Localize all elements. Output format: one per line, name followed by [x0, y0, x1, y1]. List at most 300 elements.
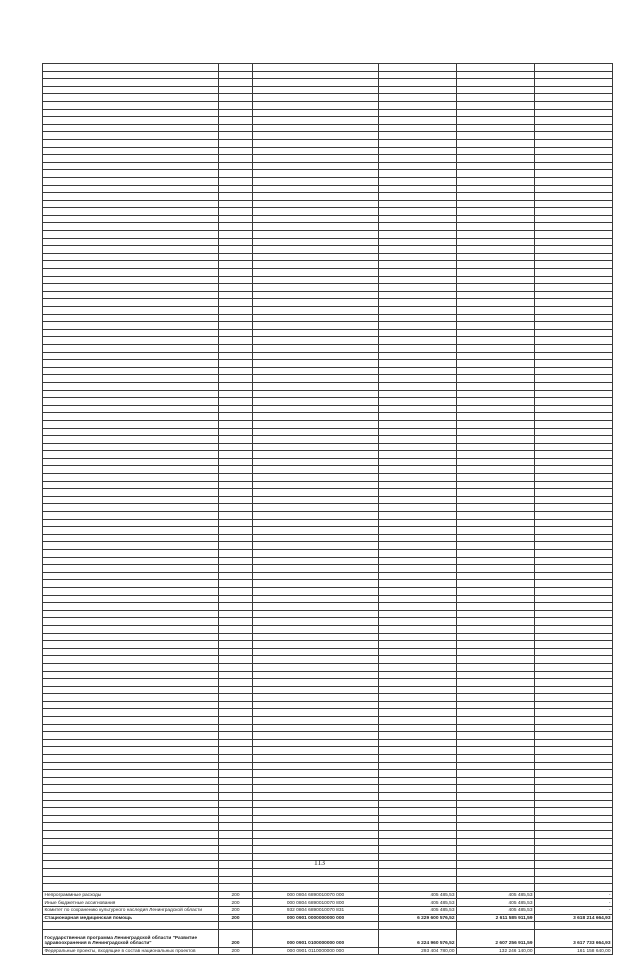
row-executed-amount — [457, 215, 535, 223]
table-row — [43, 724, 613, 732]
table-row — [43, 291, 613, 299]
row-executed-amount — [457, 352, 535, 360]
row-remainder-amount — [535, 375, 613, 383]
row-classification-code — [253, 360, 379, 368]
row-assigned-amount — [379, 739, 457, 747]
row-classification-code — [253, 732, 379, 740]
budget-report-sheet — [42, 63, 612, 955]
table-row — [43, 420, 613, 428]
table-row — [43, 246, 613, 254]
table-row — [43, 534, 613, 542]
row-assigned-amount — [379, 830, 457, 838]
row-code — [219, 876, 253, 884]
table-row — [43, 777, 613, 785]
row-name — [43, 876, 219, 884]
row-classification-code — [253, 663, 379, 671]
row-name — [43, 648, 219, 656]
row-classification-code — [253, 868, 379, 876]
row-name — [43, 117, 219, 125]
row-assigned-amount — [379, 496, 457, 504]
row-classification-code — [253, 344, 379, 352]
row-remainder-amount — [535, 261, 613, 269]
table-row — [43, 223, 613, 231]
table-row — [43, 762, 613, 770]
table-row — [43, 208, 613, 216]
row-remainder-amount — [535, 223, 613, 231]
row-executed-amount — [457, 641, 535, 649]
table-row — [43, 109, 613, 117]
row-executed-amount — [457, 838, 535, 846]
table-row — [43, 739, 613, 747]
table-row — [43, 830, 613, 838]
row-remainder-amount — [535, 709, 613, 717]
row-assigned-amount — [379, 625, 457, 633]
row-assigned-amount — [379, 633, 457, 641]
row-classification-code — [253, 436, 379, 444]
row-assigned-amount — [379, 428, 457, 436]
table-row — [43, 663, 613, 671]
row-classification-code — [253, 71, 379, 79]
row-executed-amount — [457, 686, 535, 694]
table-row — [43, 876, 613, 884]
row-assigned-amount — [379, 701, 457, 709]
row-remainder-amount — [535, 124, 613, 132]
table-row — [43, 580, 613, 588]
row-executed-amount — [457, 428, 535, 436]
row-classification-code — [253, 390, 379, 398]
row-classification-code — [253, 656, 379, 664]
table-row — [43, 390, 613, 398]
row-classification-code — [253, 610, 379, 618]
row-name — [43, 360, 219, 368]
row-assigned-amount — [379, 238, 457, 246]
row-remainder-amount — [535, 755, 613, 763]
table-row — [43, 215, 613, 223]
row-executed-amount — [457, 299, 535, 307]
row-assigned-amount — [379, 466, 457, 474]
row-assigned-amount — [379, 572, 457, 580]
table-row — [43, 496, 613, 504]
row-executed-amount — [457, 443, 535, 451]
row-remainder-amount — [535, 504, 613, 512]
row-remainder-amount — [535, 86, 613, 94]
table-row — [43, 443, 613, 451]
row-remainder-amount — [535, 322, 613, 330]
row-assigned-amount — [379, 436, 457, 444]
table-row — [43, 261, 613, 269]
row-name — [43, 808, 219, 816]
row-classification-code — [253, 512, 379, 520]
row-assigned-amount — [379, 344, 457, 352]
row-remainder-amount — [535, 777, 613, 785]
row-remainder-amount — [535, 276, 613, 284]
row-assigned-amount — [379, 777, 457, 785]
row-classification-code — [253, 413, 379, 421]
row-classification-code — [253, 329, 379, 337]
row-executed-amount — [457, 663, 535, 671]
row-name — [43, 170, 219, 178]
row-assigned-amount — [379, 71, 457, 79]
row-remainder-amount — [535, 512, 613, 520]
row-assigned-amount: 293 404 780,00 — [379, 947, 457, 955]
row-classification-code — [253, 352, 379, 360]
row-executed-amount — [457, 64, 535, 72]
row-classification-code — [253, 595, 379, 603]
row-code — [219, 223, 253, 231]
row-executed-amount — [457, 139, 535, 147]
row-executed-amount — [457, 420, 535, 428]
table-row — [43, 542, 613, 550]
row-name — [43, 709, 219, 717]
row-code — [219, 307, 253, 315]
row-remainder-amount — [535, 595, 613, 603]
row-code — [219, 443, 253, 451]
row-code — [219, 747, 253, 755]
row-name — [43, 307, 219, 315]
row-code — [219, 405, 253, 413]
row-remainder-amount — [535, 724, 613, 732]
row-name — [43, 830, 219, 838]
row-remainder-amount — [535, 800, 613, 808]
row-remainder-amount — [535, 838, 613, 846]
row-name — [43, 785, 219, 793]
row-code — [219, 101, 253, 109]
table-row — [43, 269, 613, 277]
row-assigned-amount — [379, 808, 457, 816]
table-row — [43, 451, 613, 459]
table-row — [43, 686, 613, 694]
row-remainder-amount — [535, 101, 613, 109]
row-classification-code — [253, 94, 379, 102]
row-code — [219, 398, 253, 406]
table-row — [43, 694, 613, 702]
row-assigned-amount — [379, 405, 457, 413]
row-assigned-amount — [379, 565, 457, 573]
row-code — [219, 261, 253, 269]
row-classification-code — [253, 86, 379, 94]
table-row — [43, 793, 613, 801]
row-remainder-amount — [535, 177, 613, 185]
row-executed-amount — [457, 246, 535, 254]
row-classification-code — [253, 322, 379, 330]
table-row — [43, 625, 613, 633]
row-executed-amount — [457, 170, 535, 178]
row-remainder-amount — [535, 71, 613, 79]
row-assigned-amount — [379, 322, 457, 330]
row-code — [219, 656, 253, 664]
row-executed-amount — [457, 724, 535, 732]
row-assigned-amount — [379, 724, 457, 732]
row-code — [219, 337, 253, 345]
row-classification-code — [253, 238, 379, 246]
row-classification-code — [253, 625, 379, 633]
row-code — [219, 215, 253, 223]
table-row — [43, 512, 613, 520]
table-row — [43, 360, 613, 368]
table-row — [43, 147, 613, 155]
row-remainder-amount — [535, 701, 613, 709]
row-remainder-amount — [535, 162, 613, 170]
row-code — [219, 777, 253, 785]
row-assigned-amount — [379, 504, 457, 512]
table-row — [43, 86, 613, 94]
table-row — [43, 177, 613, 185]
row-remainder-amount — [535, 352, 613, 360]
row-code — [219, 117, 253, 125]
row-name — [43, 800, 219, 808]
row-assigned-amount — [379, 474, 457, 482]
row-executed-amount — [457, 762, 535, 770]
row-executed-amount — [457, 208, 535, 216]
row-name — [43, 413, 219, 421]
row-executed-amount — [457, 603, 535, 611]
row-assigned-amount — [379, 284, 457, 292]
row-assigned-amount — [379, 223, 457, 231]
row-code — [219, 770, 253, 778]
row-remainder-amount — [535, 64, 613, 72]
row-code — [219, 79, 253, 87]
row-code — [219, 542, 253, 550]
row-classification-code — [253, 671, 379, 679]
row-executed-amount — [457, 625, 535, 633]
row-assigned-amount — [379, 512, 457, 520]
row-code: 200 — [219, 929, 253, 947]
row-assigned-amount — [379, 200, 457, 208]
row-code — [219, 208, 253, 216]
row-remainder-amount: - — [535, 899, 613, 907]
row-assigned-amount — [379, 299, 457, 307]
row-name — [43, 595, 219, 603]
table-row — [43, 557, 613, 565]
row-code — [219, 830, 253, 838]
row-assigned-amount — [379, 922, 457, 930]
row-executed-amount — [457, 307, 535, 315]
row-name — [43, 838, 219, 846]
row-remainder-amount — [535, 656, 613, 664]
row-assigned-amount — [379, 443, 457, 451]
row-code — [219, 147, 253, 155]
table-row — [43, 466, 613, 474]
row-assigned-amount — [379, 147, 457, 155]
row-code — [219, 299, 253, 307]
row-name — [43, 64, 219, 72]
row-executed-amount — [457, 481, 535, 489]
row-code — [219, 838, 253, 846]
table-row — [43, 519, 613, 527]
row-executed-amount — [457, 458, 535, 466]
row-assigned-amount — [379, 489, 457, 497]
row-remainder-amount — [535, 823, 613, 831]
row-executed-amount — [457, 815, 535, 823]
row-assigned-amount — [379, 618, 457, 626]
row-remainder-amount — [535, 329, 613, 337]
row-code — [219, 71, 253, 79]
row-name — [43, 587, 219, 595]
row-name — [43, 663, 219, 671]
row-classification-code: 000 0804 6890010070 800 — [253, 899, 379, 907]
row-remainder-amount — [535, 481, 613, 489]
row-name — [43, 633, 219, 641]
row-classification-code — [253, 603, 379, 611]
row-classification-code — [253, 291, 379, 299]
table-row — [43, 679, 613, 687]
table-row — [43, 276, 613, 284]
row-name — [43, 512, 219, 520]
row-code — [219, 314, 253, 322]
row-classification-code — [253, 641, 379, 649]
row-code — [219, 686, 253, 694]
row-remainder-amount — [535, 451, 613, 459]
row-remainder-amount — [535, 519, 613, 527]
row-executed-amount — [457, 147, 535, 155]
row-code — [219, 694, 253, 702]
row-name — [43, 496, 219, 504]
table-row — [43, 929, 613, 947]
table-row — [43, 717, 613, 725]
row-name — [43, 71, 219, 79]
row-executed-amount — [457, 633, 535, 641]
row-executed-amount — [457, 322, 535, 330]
table-row — [43, 314, 613, 322]
row-executed-amount — [457, 238, 535, 246]
row-code — [219, 633, 253, 641]
row-name — [43, 382, 219, 390]
row-assigned-amount — [379, 717, 457, 725]
row-executed-amount — [457, 269, 535, 277]
row-remainder-amount — [535, 94, 613, 102]
row-remainder-amount — [535, 132, 613, 140]
row-remainder-amount — [535, 200, 613, 208]
table-row — [43, 800, 613, 808]
row-code — [219, 527, 253, 535]
row-code — [219, 94, 253, 102]
row-name — [43, 132, 219, 140]
table-row — [43, 823, 613, 831]
row-remainder-amount — [535, 732, 613, 740]
row-classification-code — [253, 177, 379, 185]
row-remainder-amount — [535, 147, 613, 155]
table-row — [43, 155, 613, 163]
row-executed-amount — [457, 580, 535, 588]
row-name — [43, 428, 219, 436]
row-assigned-amount — [379, 519, 457, 527]
row-classification-code — [253, 276, 379, 284]
row-name — [43, 276, 219, 284]
row-assigned-amount — [379, 79, 457, 87]
row-remainder-amount — [535, 185, 613, 193]
row-name — [43, 109, 219, 117]
table-row — [43, 299, 613, 307]
row-remainder-amount — [535, 466, 613, 474]
row-classification-code — [253, 200, 379, 208]
row-code — [219, 238, 253, 246]
row-code — [219, 64, 253, 72]
row-remainder-amount — [535, 367, 613, 375]
row-code — [219, 481, 253, 489]
row-assigned-amount — [379, 94, 457, 102]
table-row — [43, 595, 613, 603]
row-code — [219, 701, 253, 709]
row-code — [219, 641, 253, 649]
row-remainder-amount — [535, 215, 613, 223]
row-assigned-amount — [379, 64, 457, 72]
row-assigned-amount — [379, 534, 457, 542]
row-classification-code — [253, 633, 379, 641]
row-name — [43, 823, 219, 831]
row-name — [43, 162, 219, 170]
row-name — [43, 755, 219, 763]
row-classification-code — [253, 193, 379, 201]
row-executed-amount — [457, 747, 535, 755]
row-name — [43, 679, 219, 687]
row-executed-amount — [457, 155, 535, 163]
row-executed-amount — [457, 823, 535, 831]
table-row — [43, 367, 613, 375]
row-remainder-amount — [535, 79, 613, 87]
row-name — [43, 641, 219, 649]
row-classification-code — [253, 458, 379, 466]
row-assigned-amount — [379, 132, 457, 140]
row-executed-amount — [457, 193, 535, 201]
table-row — [43, 132, 613, 140]
row-classification-code — [253, 132, 379, 140]
row-classification-code — [253, 155, 379, 163]
row-assigned-amount — [379, 656, 457, 664]
row-code — [219, 367, 253, 375]
row-code — [219, 846, 253, 854]
table-row — [43, 550, 613, 558]
table-row — [43, 474, 613, 482]
row-code — [219, 428, 253, 436]
row-code — [219, 603, 253, 611]
row-remainder-amount — [535, 139, 613, 147]
row-name: Иные бюджетные ассигнования — [43, 899, 219, 907]
row-assigned-amount — [379, 337, 457, 345]
row-remainder-amount — [535, 808, 613, 816]
row-classification-code — [253, 527, 379, 535]
row-code: 200 — [219, 914, 253, 922]
row-name — [43, 458, 219, 466]
row-remainder-amount: - — [535, 906, 613, 914]
row-executed-amount — [457, 785, 535, 793]
row-name — [43, 367, 219, 375]
table-row — [43, 755, 613, 763]
row-remainder-amount — [535, 269, 613, 277]
row-classification-code — [253, 162, 379, 170]
row-name — [43, 253, 219, 261]
row-executed-amount — [457, 344, 535, 352]
row-classification-code — [253, 815, 379, 823]
row-assigned-amount — [379, 663, 457, 671]
row-code — [219, 375, 253, 383]
row-code — [219, 610, 253, 618]
row-executed-amount — [457, 177, 535, 185]
row-executed-amount — [457, 512, 535, 520]
row-code — [219, 496, 253, 504]
table-row — [43, 124, 613, 132]
row-code — [219, 618, 253, 626]
row-assigned-amount — [379, 314, 457, 322]
row-executed-amount — [457, 375, 535, 383]
row-assigned-amount — [379, 557, 457, 565]
row-remainder-amount — [535, 625, 613, 633]
row-executed-amount — [457, 360, 535, 368]
row-assigned-amount — [379, 732, 457, 740]
row-assigned-amount — [379, 846, 457, 854]
row-name — [43, 390, 219, 398]
row-classification-code — [253, 777, 379, 785]
row-remainder-amount — [535, 876, 613, 884]
